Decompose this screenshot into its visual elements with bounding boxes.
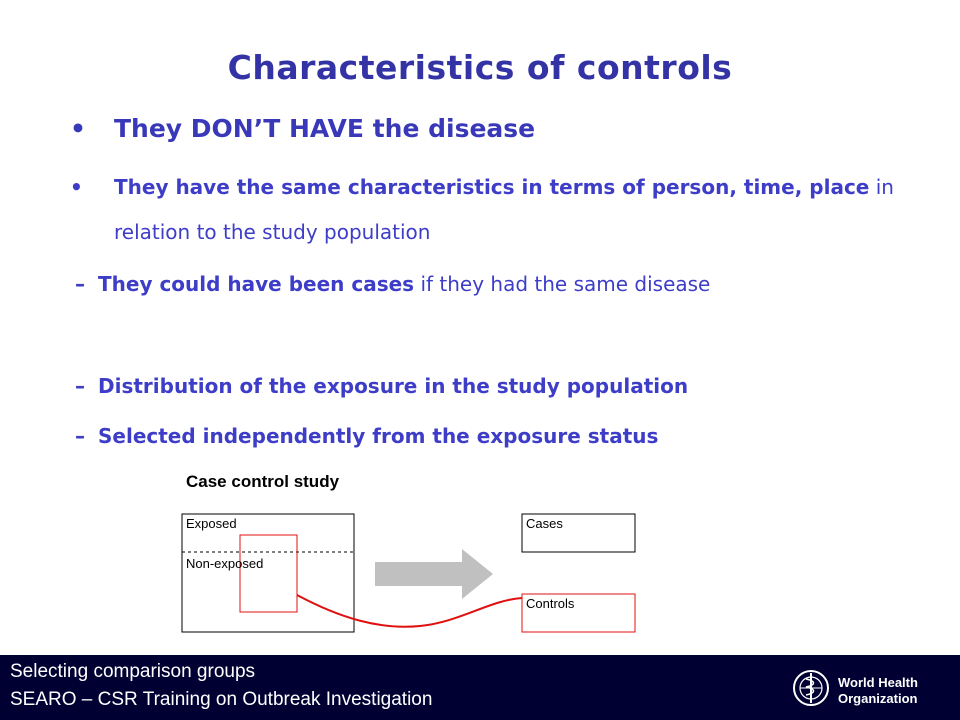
sub-bullet-text: Selected independently from the exposure status	[98, 424, 659, 448]
diagram-title: Case control study	[186, 472, 340, 491]
emphasis-person: person	[651, 175, 730, 199]
controls-label: Controls	[526, 596, 575, 611]
non-exposed-label: Non-exposed	[186, 556, 264, 571]
bullet-dot: •	[70, 114, 86, 143]
footer-bar	[0, 655, 960, 720]
direction-arrow	[375, 549, 493, 599]
footer-training: SEARO – CSR Training on Outbreak Investigation	[10, 689, 433, 710]
bullet-text: They DON’T HAVE the disease	[114, 114, 536, 143]
sub-bullet-dash: –	[75, 272, 85, 296]
population-box	[182, 514, 354, 632]
slide-title: Characteristics of controls	[227, 48, 733, 87]
text-segment: ,	[729, 175, 744, 199]
footer-topic: Selecting comparison groups	[10, 661, 256, 682]
text-segment: in relation to the study population	[114, 175, 894, 244]
bullet-dot: •	[70, 175, 83, 199]
exposed-label: Exposed	[186, 516, 237, 531]
emphasis-time-place: time, place	[743, 175, 870, 199]
sub-bullet-dash: –	[75, 424, 85, 448]
who-name-line1: World Health	[838, 675, 918, 690]
text-segment: They have the same characteristics in terms of	[114, 175, 652, 199]
sub-bullet-text: Distribution of the exposure in the study population	[98, 374, 689, 398]
cases-label: Cases	[526, 516, 563, 531]
text-segment: if they had the same disease	[414, 272, 711, 296]
emphasis-could-be-cases: They could have been cases	[98, 272, 415, 296]
who-emblem-icon	[790, 667, 832, 709]
sub-bullet-dash: –	[75, 374, 85, 398]
who-name-line2: Organization	[838, 691, 918, 706]
